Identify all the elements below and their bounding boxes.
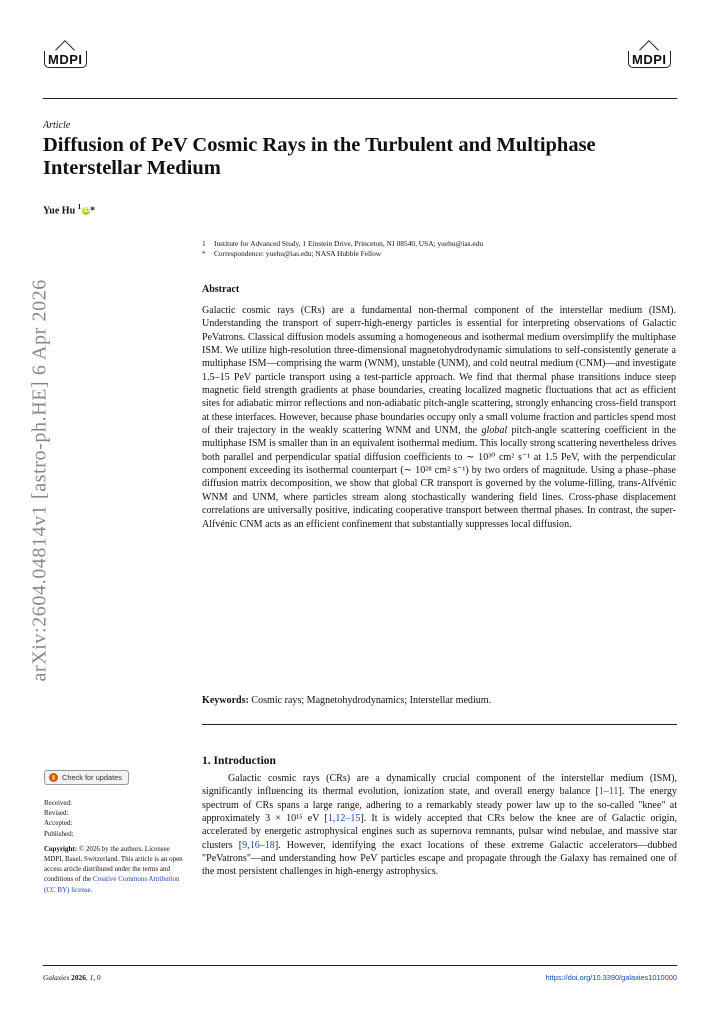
published-label: Published: <box>44 829 74 838</box>
citation-link[interactable]: 1,12–15 <box>327 813 361 825</box>
accepted-label: Accepted: <box>44 819 73 828</box>
copyright-notice: Copyright: © 2026 by the authors. Licensee MDPI, Basel, Switzerland. This article is an open access article distributed under the terms and conditions of the Creative Commons Attribution (CC BY) license. <box>44 844 183 894</box>
affiliation-2: * Correspondence: yuehu@ias.edu; NASA Hubble Fellow <box>202 249 382 258</box>
citation-link[interactable]: 1–11 <box>598 786 619 798</box>
revised-label: Revised: <box>44 809 69 818</box>
author-name: Yue Hu <box>43 205 76 217</box>
orcid-icon[interactable]: iD <box>83 208 90 215</box>
abstract-body: Galactic cosmic rays (CRs) are a fundamental non-thermal component of the interstellar medium (ISM). Understanding the transport of superr-high-energy particles is essential for interpreting observations of Galactic PeVatrons. Classical diffusion models assuming a homogeneous and isothermal medium oversimplify the multiphase ISM. We utilize high-resolution three-dimensional magnetohydrodynamic simulations to self-consistently generate a multiphase ISM—comprising the warm (WNM), unstable (UNM), and cold neutral medium (CNM)—and investigate 1.5–15 PeV particle transport using a test-particle approach. We find that thermal phase transitions induce steep magnetic field strength gradients at phase boundaries, creating localized magnetic fluctuations that act as efficient sites for adiabatic mirror reflections and non-adiabatic pitch-angle scattering, strongly enhancing cross-field transport at these interfaces. However, because phase boundaries occupy only a small volume fraction and particles spend most of their trajectory in the weakly scattering WNM and UNM, the global pitch-angle scattering coefficient in the multiphase ISM is smaller than in an equivalent isothermal medium. This locally strong scattering nevertheless drives both parallel and perpendicular spatial diffusion coefficients to ∼ 10³⁰ cm² s⁻¹ at 1.5 PeV, with the perpendicular component exceeding its isothermal counterpart (∼ 10²⁸ cm² s⁻¹) by two orders of magnitude. Using a phase–phase diffusion matrix decomposition, we show that global CR transport is governed by the volume-filling, trans-Alfvénic WNM and UNM, where particles stream along stochastically wandering field lines. Cross-phase displacement correlations are universally positive, indicating cooperative transport between thermal phases. In contrast, the super-Alfvénic CNM acts as an efficient confinement that substantially suppresses local diffusion. <box>202 305 677 530</box>
cc-license-link[interactable]: Creative Commons Attribution (CC BY) license. <box>44 875 180 894</box>
page-title: Diffusion of PeV Cosmic Rays in the Turbulent and Multiphase Interstellar Medium <box>43 134 596 179</box>
check-updates-icon <box>49 773 58 782</box>
logo-text: MDPI <box>48 52 83 67</box>
logo-text: MDPI <box>632 52 667 67</box>
sidebar-info <box>44 798 186 895</box>
affiliations <box>202 239 682 259</box>
citation-link[interactable]: 9,16–18 <box>242 839 275 851</box>
mdpi-logo-right[interactable] <box>628 52 671 67</box>
arxiv-stamp: arXiv:2604.04814v1 [astro-ph.HE] 6 Apr 2026 <box>28 279 51 682</box>
header-rule <box>43 98 677 99</box>
keywords: Keywords: Cosmic rays; Magnetohydrodynamics; Interstellar medium. <box>202 695 492 706</box>
intro-paragraph: Galactic cosmic rays (CRs) are a dynamically crucial component of the interstellar medium (ISM), significantly influencing its thermal evolution, ionization state, and overall energy balance [1–11]. The energy spectrum of CRs spans a large range, adhering to a remarkably steady power law up to the so-called "knee" at approximately 3 × 10¹⁵ eV [1,12–15]. It is widely accepted that CRs below the knee are of Galactic origin, accelerated by energetic astrophysical engines such as supernova remnants, pulsar wind nebulae, and massive star clusters [9,16–18]. However, identifying the exact locations of these extreme Galactic accelerators—dubbed "PeVatrons"—and understanding how PeV particles escape and propagate through the Galaxy has remained one of the most persistent challenges in high-energy astrophysics. <box>202 773 678 878</box>
check-for-updates-button[interactable]: Check for updates <box>44 770 129 785</box>
section-heading: 1. Introduction <box>202 755 276 767</box>
mdpi-logo-left[interactable] <box>44 52 87 67</box>
footer-rule <box>43 965 677 966</box>
abstract-rule <box>202 724 677 725</box>
abstract-heading: Abstract <box>202 284 240 295</box>
corresponding-mark: * <box>90 205 96 217</box>
article-type: Article <box>43 120 71 131</box>
affiliation-1: 1 Institute for Advanced Study, 1 Einstein Drive, Princeton, NJ 08540, USA; yuehu@ias.edu <box>202 239 484 248</box>
journal-citation: Galaxies 2026, 1, 0 <box>43 973 101 982</box>
author <box>43 203 95 216</box>
doi-link[interactable]: https://doi.org/10.3390/galaxies1010000 <box>545 973 677 982</box>
author-sup: 1 <box>77 203 82 211</box>
received-label: Received: <box>44 799 72 807</box>
